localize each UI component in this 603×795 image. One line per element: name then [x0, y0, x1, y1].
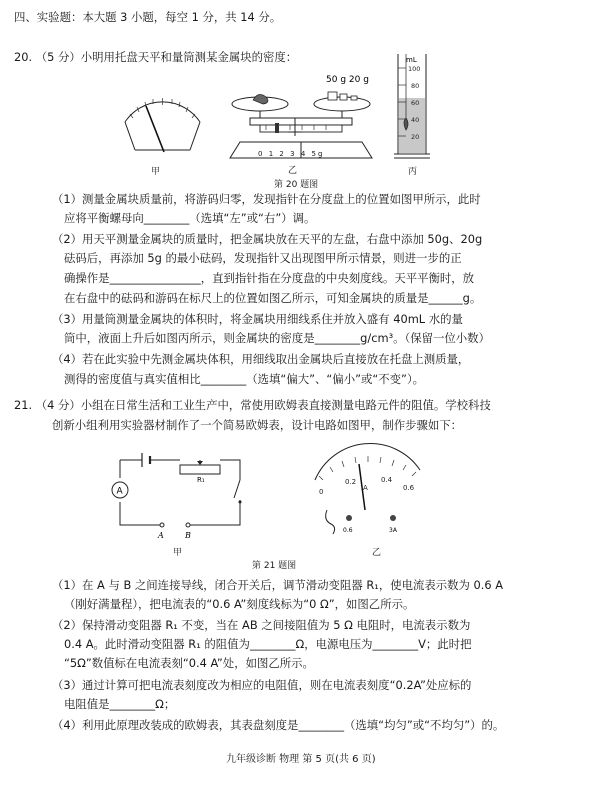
q21-dial-mark: 0: [319, 488, 324, 496]
q20-metal-block: [253, 94, 268, 104]
q21-figure-caption: 第 21 题图: [252, 561, 297, 571]
q21-part4-line1: （4）利用此原理改装成的欧姆表，其表盘刻度是________（选填“均匀”或“不均匀”）的。: [52, 718, 505, 732]
q20-cyl-tick: 20: [411, 133, 420, 141]
q21-circuit-jia: [100, 450, 250, 540]
q21-intro-line1: 21. （4 分）小组在日常生活和工业生产中，常使用欧姆表直接测量电路元件的阻值。学校科技: [14, 398, 491, 412]
q21-ammeter-symbol: A: [116, 486, 123, 497]
q21-point-b: B: [185, 531, 191, 540]
q20-part2-line4: 在右盘中的砝码和游码在标尺上的位置如图乙所示，可知金属块的质量是______g。: [64, 291, 482, 305]
q20-ruler-scale: [258, 150, 324, 158]
q21-dial-mark: 0.4: [381, 476, 393, 484]
q20-part2-line3: 确操作是________________，直到指针指在分度盘的中央刻度线。天平平衡时，放: [64, 271, 475, 285]
q21-intro-line2: 创新小组利用实验器材制作了一个简易欧姆表，设计电路如图甲，制作步骤如下：: [52, 418, 463, 432]
q21-terminal-label: 0.6: [343, 527, 353, 534]
q20-label-yi: 乙: [288, 166, 298, 176]
q20-part4-line2: 测得的密度值与真实值相比________（选填“偏大”、“偏小”或“不变”）。: [64, 372, 425, 386]
q21-part2-line2: 0.4 A。此时滑动变阻器 R₁ 的阻值为________Ω，电源电压为________V；此时把: [64, 637, 472, 651]
q21-point-a: A: [158, 531, 164, 540]
page-footer: 九年级诊断 物理 第 5 页(共 6 页): [226, 754, 376, 765]
q21-label-jia: 甲: [173, 548, 183, 558]
q20-figure-caption: 第 20 题图: [274, 180, 319, 190]
q20-intro: 20. （5 分）小明用托盘天平和量筒测某金属块的密度：: [14, 50, 298, 64]
q20-part4-line1: （4）若在此实验中先测金属块体积，用细线取出金属块后直接放在托盘上测质量，: [52, 352, 470, 366]
q20-part2-line2: 砝码后，再添加 5g 的最小砝码，发现指针又出现图甲所示情景，则进一步的正: [64, 251, 462, 265]
q20-cyl-tick: 40: [411, 116, 420, 124]
q20-cylinder-unit: mL: [406, 56, 417, 64]
q21-dial-mark: 0.6: [403, 484, 415, 492]
q20-part1-line2: 应将平衡螺母向________（选填“左”或“右”）调。: [64, 211, 316, 225]
q20-weights-label: 50 g 20 g: [326, 75, 369, 85]
q21-label-yi: 乙: [372, 548, 382, 558]
q20-cyl-tick: 60: [411, 99, 420, 107]
q20-ruler-tick: 4: [300, 150, 308, 158]
q20-part1-line1: （1）测量金属块质量前，将游码归零，发现指针在分度盘上的位置如图甲所示，此时: [52, 192, 481, 206]
q21-rheostat-label: R₁: [197, 476, 205, 484]
q21-part3-line2: 电阻值是________Ω；: [64, 697, 176, 711]
q21-part2-line1: （2）保持滑动变阻器 R₁ 不变，当在 AB 之间接阻值为 5 Ω 电阻时，电流表示数为: [52, 618, 471, 632]
q21-part3-line1: （3）通过计算可把电流表刻度改为相应的电阻值，则在电流表刻度“0.2A”处应标的: [52, 678, 472, 692]
q20-cyl-tick: 80: [411, 82, 420, 90]
q21-terminal-label: 3A: [389, 527, 397, 534]
q20-cyl-tick: 100: [408, 65, 421, 73]
q20-ruler-tick: 3: [290, 150, 297, 158]
q21-ammeter-yi: [305, 440, 435, 540]
section-header: 四、实验题：本大题 3 小题，每空 1 分，共 14 分。: [14, 10, 282, 24]
q21-part1-line2: （刚好满量程），把电流表的“0.6 A”刻度线标为“0 Ω”，如图乙所示。: [64, 597, 415, 611]
q20-dial-jia: [120, 92, 205, 162]
q20-part3-line2: 筒中，液面上升后如图丙所示，则金属块的密度是________g/cm³。（保留一位小数）: [64, 331, 490, 345]
q20-part2-line1: （2）用天平测量金属块的质量时，把金属块放在天平的左盘，右盘中添加 50g、20g: [52, 232, 483, 246]
q20-label-jia: 甲: [151, 167, 161, 177]
q20-ruler-tick: 1: [268, 150, 276, 158]
q21-part2-line3: “5Ω”数值标在电流表刻“0.4 A”处，如图乙所示。: [64, 656, 314, 670]
q20-cylinder-bing: [392, 50, 432, 162]
q20-part3-line1: （3）用量筒测量金属块的体积时，将金属块用细线系住并放入盛有 40mL 水的量: [52, 312, 463, 326]
q20-ruler-tick: 5g: [311, 150, 325, 158]
q20-ruler-tick: 0: [258, 150, 265, 158]
q21-dial-mark: 0.2: [345, 478, 357, 486]
q21-dial-mark: A: [363, 484, 368, 492]
q21-part1-line1: （1）在 A 与 B 之间连接导线，闭合开关后，调节滑动变阻器 R₁，使电流表示数为 0.6 A: [52, 578, 504, 592]
q20-ruler-tick: 2: [279, 150, 286, 158]
q20-label-bing: 丙: [408, 167, 418, 177]
